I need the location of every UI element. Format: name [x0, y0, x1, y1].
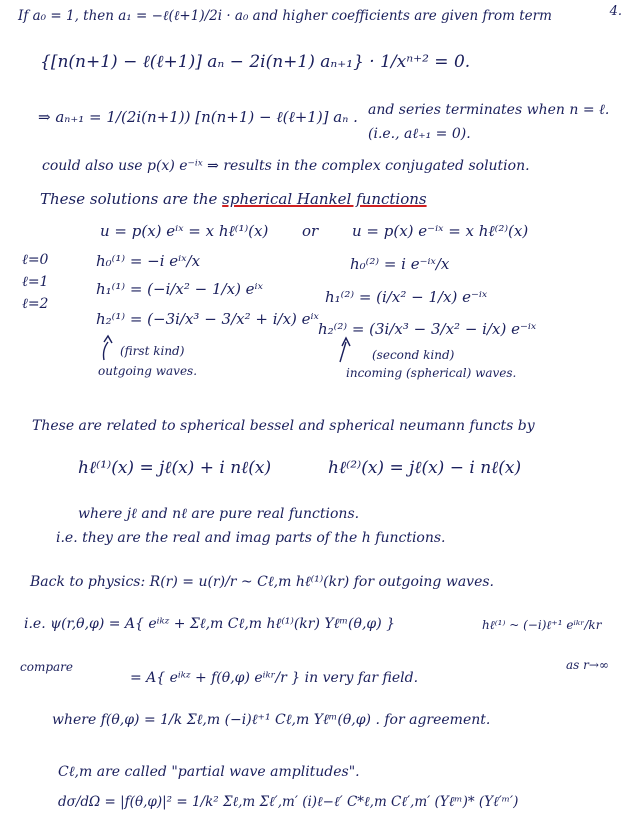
- line-back-to-physics: Back to physics: R(r) = u(r)/r ~ Cℓ,m hℓ⁽¹⁾(kr) for outgoing waves.: [30, 574, 495, 590]
- spherical-hankel-heading: spherical Hankel functions: [222, 190, 427, 208]
- compare-label: compare: [20, 660, 73, 674]
- line-series-terminates: and series terminates when n = ℓ.: [368, 102, 610, 118]
- line-recursion-formula: ⇒ aₙ₊₁ = 1/(2i(n+1)) [n(n+1) − ℓ(ℓ+1)] aₙ .: [38, 108, 358, 126]
- line-partial-wave-amplitudes: Cℓ,m are called "partial wave amplitudes".: [58, 764, 360, 780]
- h2-ell2: h₂⁽²⁾ = (3i/x³ − 3/x² − i/x) e⁻ⁱˣ: [318, 320, 537, 338]
- h2-ell0: h₀⁽²⁾ = i e⁻ⁱˣ/x: [350, 255, 450, 273]
- incoming-waves-note: incoming (spherical) waves.: [346, 366, 517, 380]
- line-complex-conjugate: could also use p(x) e⁻ⁱˣ ⇒ results in the complex conjugated solution.: [42, 158, 530, 174]
- line-recursion-term: {[n(n+1) − ℓ(ℓ+1)] aₙ − 2i(n+1) aₙ₊₁} · 1/xⁿ⁺² = 0.: [40, 52, 471, 72]
- outgoing-waves-note: outgoing waves.: [98, 364, 198, 378]
- line-differential-cross-section: dσ/dΩ = |f(θ,φ)|² = 1/k² Σℓ,m Σℓ′,m′ (i)ℓ−ℓ′ C*ℓ,m Cℓ′,m′ (Yℓᵐ)* (Yℓ′ᵐ′): [58, 794, 519, 810]
- hankel-first-kind-definition: u = p(x) eⁱˣ = x hℓ⁽¹⁾(x): [100, 222, 269, 240]
- line-far-field: = A{ eⁱᵏᶻ + f(θ,φ) eⁱᵏʳ/r } in very far field.: [130, 670, 419, 686]
- h1-ell0: h₀⁽¹⁾ = −i eⁱˣ/x: [96, 252, 201, 270]
- line-series-terminates-note: (i.e., aℓ₊₁ = 0).: [368, 126, 471, 142]
- line-scattering-amplitude: where f(θ,φ) = 1/k Σℓ,m (−i)ℓ⁺¹ Cℓ,m Yℓᵐ(θ,φ) . for agreement.: [52, 712, 491, 728]
- first-kind-note: (first kind): [120, 344, 185, 358]
- ell-2-label: ℓ=2: [22, 296, 49, 312]
- ell-0-label: ℓ=0: [22, 252, 49, 268]
- hankel-1-bessel-neumann: hℓ⁽¹⁾(x) = jℓ(x) + i nℓ(x): [78, 458, 272, 478]
- hankel-second-kind-definition: u = p(x) e⁻ⁱˣ = x hℓ⁽²⁾(x): [352, 222, 529, 240]
- hankel-2-bessel-neumann: hℓ⁽²⁾(x) = jℓ(x) − i nℓ(x): [328, 458, 522, 478]
- first-kind-arrowhead: [104, 336, 112, 343]
- h2-ell1: h₁⁽²⁾ = (i/x² − 1/x) e⁻ⁱˣ: [325, 288, 488, 306]
- or-label: or: [302, 222, 319, 240]
- line-bessel-neumann-relation: These are related to spherical bessel and spherical neumann functs by: [32, 418, 535, 434]
- line-real-imag-parts: i.e. they are the real and imag parts of the h functions.: [56, 530, 446, 546]
- line-real-functions: where jℓ and nℓ are pure real functions.: [78, 506, 360, 522]
- second-kind-note: (second kind): [372, 348, 455, 362]
- hankel-asymptotic: hℓ⁽¹⁾ ~ (−i)ℓ⁺¹ eⁱᵏʳ/kr: [482, 618, 602, 632]
- ell-1-label: ℓ=1: [22, 274, 49, 290]
- line-wavefunction-expansion: i.e. ψ(r,θ,φ) = A{ eⁱᵏᶻ + Σℓ,m Cℓ,m hℓ⁽¹⁾(kr) Yℓᵐ(θ,φ) }: [24, 616, 396, 632]
- line-initial-coefficient: If a₀ = 1, then a₁ = −ℓ(ℓ+1)/2i · a₀ and higher coefficients are given from term: [18, 8, 552, 24]
- solutions-intro-text: These solutions are the: [40, 190, 218, 208]
- h1-ell1: h₁⁽¹⁾ = (−i/x² − 1/x) eⁱˣ: [96, 280, 263, 298]
- as-r-to-infinity: as r→∞: [566, 658, 609, 672]
- first-kind-arrow: [104, 342, 109, 360]
- page-number: 4.: [609, 4, 622, 19]
- h1-ell2: h₂⁽¹⁾ = (−3i/x³ − 3/x² + i/x) eⁱˣ: [96, 310, 319, 328]
